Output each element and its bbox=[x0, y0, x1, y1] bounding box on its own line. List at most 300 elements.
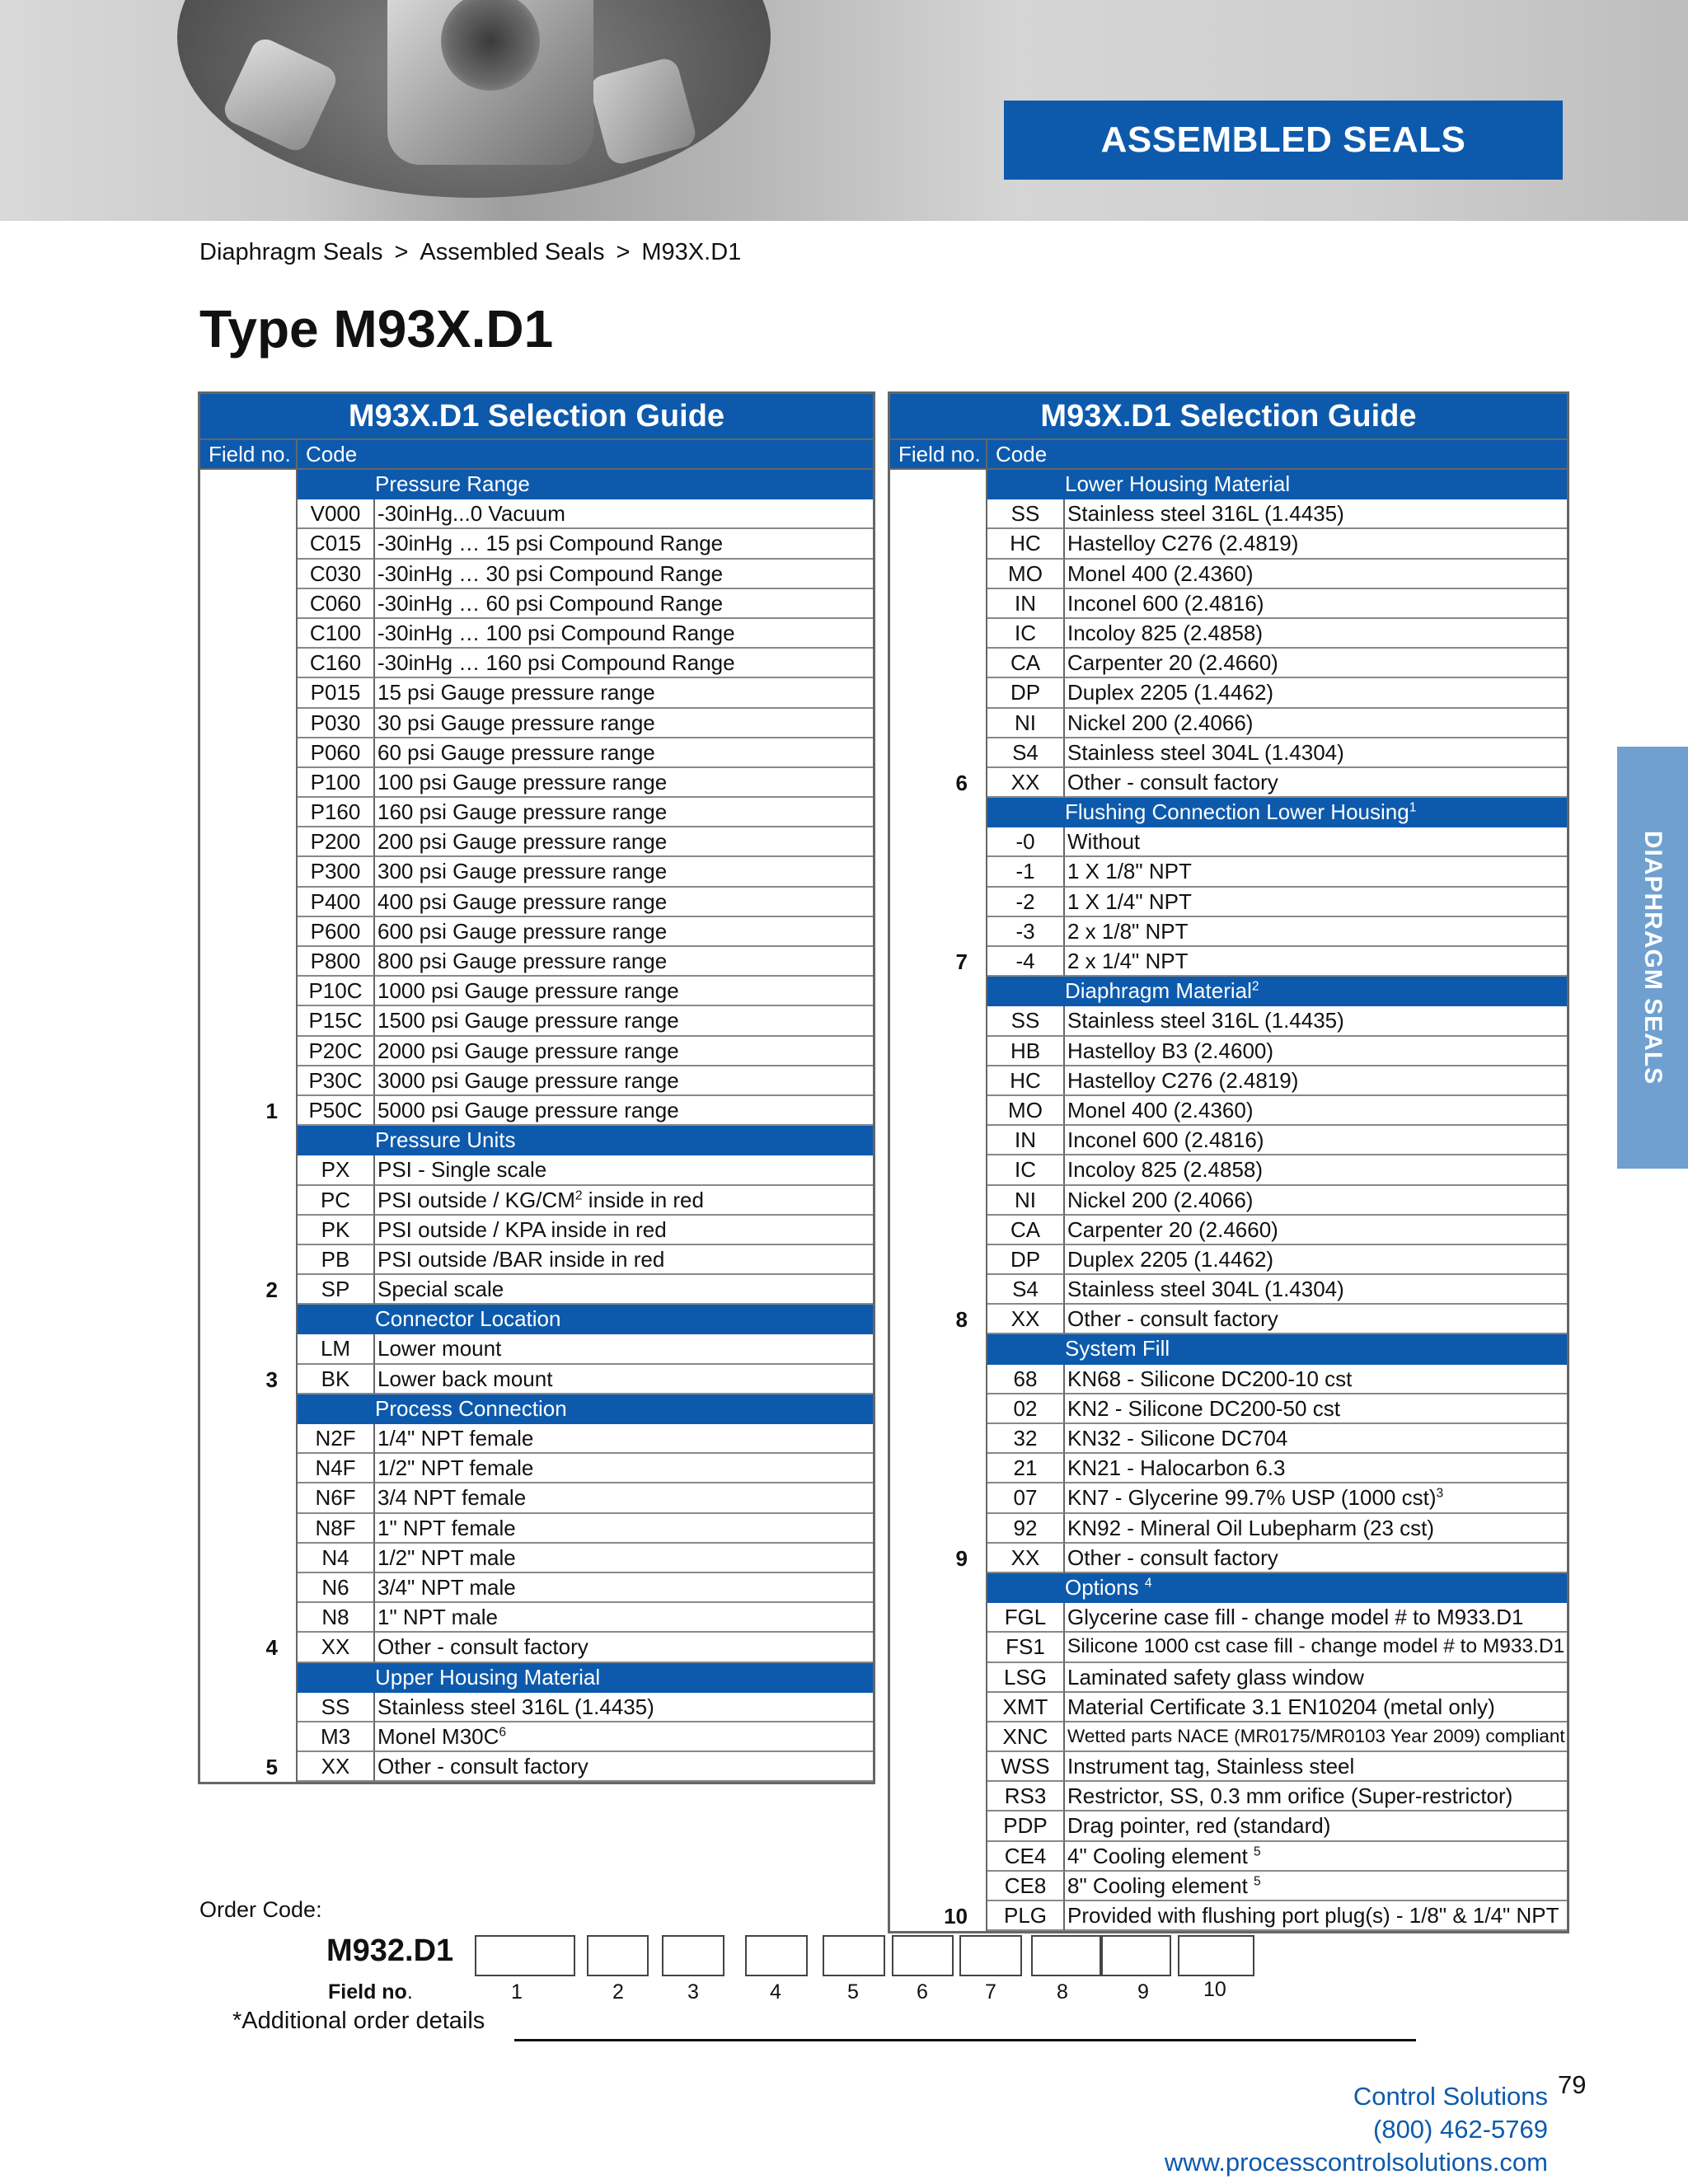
description-cell bbox=[375, 857, 873, 887]
footnote-marker: 1 bbox=[1409, 800, 1417, 815]
table-row bbox=[890, 1245, 1567, 1275]
order-field-box-5[interactable] bbox=[823, 1935, 885, 1976]
description-text: Lower mount bbox=[377, 1336, 502, 1361]
code-cell: P15C bbox=[298, 1006, 375, 1036]
code-cell: XNC bbox=[987, 1722, 1065, 1752]
table-row bbox=[890, 560, 1567, 589]
description-cell bbox=[375, 1334, 873, 1364]
field-number-cell bbox=[890, 1483, 987, 1513]
table-row bbox=[890, 1216, 1567, 1245]
table-row bbox=[890, 678, 1567, 708]
description-cell bbox=[375, 1633, 873, 1662]
description-text: PSI outside /BAR inside in red bbox=[377, 1246, 665, 1272]
side-tab-diaphragm-seals[interactable] bbox=[1617, 747, 1688, 1169]
table-row bbox=[200, 947, 873, 977]
description-text: 3/4 NPT female bbox=[377, 1485, 527, 1511]
table-row bbox=[200, 827, 873, 857]
order-field-box-1[interactable] bbox=[475, 1935, 575, 1976]
code-cell: P800 bbox=[298, 947, 375, 977]
description-cell bbox=[375, 619, 873, 649]
description-text: 3/4" NPT male bbox=[377, 1574, 516, 1600]
side-tab-label: DIAPHRAGM SEALS bbox=[1639, 830, 1667, 1085]
field-number-cell bbox=[890, 1275, 987, 1305]
field-number-cell bbox=[200, 1334, 298, 1364]
code-cell: S4 bbox=[987, 738, 1065, 768]
code-cell: S4 bbox=[987, 1275, 1065, 1305]
breadcrumb-item[interactable]: Diaphragm Seals bbox=[199, 239, 383, 265]
description-text: -30inHg … 60 psi Compound Range bbox=[377, 590, 724, 616]
order-field-box-8[interactable] bbox=[1031, 1935, 1101, 1976]
field-number: 3 bbox=[687, 1980, 699, 2004]
table-row bbox=[890, 1722, 1567, 1752]
field-number: 9 bbox=[1137, 1980, 1149, 2004]
description-text: Monel M30C bbox=[377, 1723, 499, 1749]
field-number-cell bbox=[200, 1066, 298, 1096]
description-text: Diaphragm Material bbox=[1065, 978, 1252, 1004]
description-cell bbox=[1065, 1037, 1567, 1066]
field-number-cell bbox=[200, 1544, 298, 1573]
table-row bbox=[890, 768, 1567, 798]
section-title bbox=[1065, 470, 1567, 499]
table-row bbox=[200, 1245, 873, 1275]
field-number-cell bbox=[200, 1454, 298, 1483]
field-number-cell bbox=[890, 678, 987, 708]
description-text: Stainless steel 316L (1.4435) bbox=[377, 1694, 654, 1719]
description-cell bbox=[1065, 917, 1567, 947]
order-field-box-10[interactable] bbox=[1178, 1935, 1254, 1976]
field-number-cell bbox=[890, 1037, 987, 1066]
code-cell: N8 bbox=[298, 1603, 375, 1633]
table-row bbox=[200, 798, 873, 827]
description-cell bbox=[375, 499, 873, 529]
code-cell: RS3 bbox=[987, 1782, 1065, 1811]
description-cell bbox=[375, 1066, 873, 1096]
order-field-box-4[interactable] bbox=[745, 1935, 808, 1976]
field-number-cell: 9 bbox=[890, 1544, 987, 1573]
field-number-cell bbox=[200, 470, 298, 499]
table-row bbox=[890, 1365, 1567, 1394]
column-header-field: Field no. bbox=[200, 440, 298, 468]
code-cell: C015 bbox=[298, 529, 375, 559]
table-row bbox=[200, 1633, 873, 1662]
table-row bbox=[200, 499, 873, 529]
description-cell bbox=[1065, 1126, 1567, 1155]
section-header-row bbox=[200, 1394, 873, 1424]
description-cell bbox=[375, 1155, 873, 1185]
description-cell bbox=[1065, 709, 1567, 738]
field-number-cell bbox=[200, 857, 298, 887]
table-row bbox=[200, 738, 873, 768]
field-number-cell bbox=[890, 1693, 987, 1722]
field-number-cell bbox=[200, 529, 298, 559]
description-cell bbox=[1065, 1305, 1567, 1334]
description-cell bbox=[1065, 768, 1567, 798]
description-cell bbox=[375, 1544, 873, 1573]
table-row bbox=[890, 1186, 1567, 1216]
code-cell: FGL bbox=[987, 1603, 1065, 1633]
code-cell: C160 bbox=[298, 649, 375, 678]
table-row bbox=[890, 499, 1567, 529]
code-cell: NI bbox=[987, 1186, 1065, 1216]
description-text: 2 x 1/8" NPT bbox=[1067, 918, 1189, 944]
description-cell bbox=[1065, 1603, 1567, 1633]
table-row bbox=[200, 1096, 873, 1126]
field-number-cell bbox=[890, 1752, 987, 1782]
field-number-cell bbox=[890, 1245, 987, 1275]
section-header-row bbox=[890, 470, 1567, 499]
description-text: 200 psi Gauge pressure range bbox=[377, 829, 668, 855]
description-cell bbox=[375, 1216, 873, 1245]
field-number-cell bbox=[200, 1394, 298, 1424]
order-field-box-6[interactable] bbox=[892, 1935, 954, 1976]
description-cell bbox=[1065, 1633, 1567, 1662]
table-header: M93X.D1 Selection Guide bbox=[200, 394, 873, 440]
field-number-cell: 3 bbox=[200, 1365, 298, 1394]
field-no-label bbox=[328, 1980, 413, 2004]
description-text: Inconel 600 (2.4816) bbox=[1067, 590, 1264, 616]
description-text: Duplex 2205 (1.4462) bbox=[1067, 680, 1274, 705]
code-cell: 07 bbox=[987, 1483, 1065, 1513]
description-text: 1 X 1/8" NPT bbox=[1067, 859, 1192, 884]
table-row bbox=[200, 1216, 873, 1245]
code-cell bbox=[298, 1663, 375, 1693]
field-number-cell bbox=[890, 857, 987, 887]
description-text: inside in red bbox=[582, 1187, 704, 1212]
code-cell: SS bbox=[987, 499, 1065, 529]
section-header-row bbox=[890, 798, 1567, 827]
description-cell bbox=[1065, 1722, 1567, 1752]
column-header-code: Code bbox=[996, 442, 1048, 466]
code-cell: HB bbox=[987, 1037, 1065, 1066]
description-cell bbox=[1065, 1186, 1567, 1216]
description-text: Nickel 200 (2.4066) bbox=[1067, 1187, 1254, 1212]
description-text: 300 psi Gauge pressure range bbox=[377, 859, 668, 884]
description-text: Monel 400 (2.4360) bbox=[1067, 560, 1254, 586]
code-cell: P10C bbox=[298, 977, 375, 1006]
code-cell: PX bbox=[298, 1155, 375, 1185]
code-cell: 68 bbox=[987, 1365, 1065, 1394]
field-number-cell bbox=[890, 1842, 987, 1872]
code-cell: C030 bbox=[298, 560, 375, 589]
code-cell: -1 bbox=[987, 857, 1065, 887]
code-cell: P50C bbox=[298, 1096, 375, 1126]
table-row bbox=[890, 1514, 1567, 1544]
description-text: Hastelloy B3 (2.4600) bbox=[1067, 1038, 1274, 1063]
description-cell bbox=[375, 709, 873, 738]
description-text: Carpenter 20 (2.4660) bbox=[1067, 1216, 1278, 1242]
field-number-cell bbox=[200, 1037, 298, 1066]
table-row bbox=[890, 1155, 1567, 1185]
description-cell bbox=[1065, 589, 1567, 619]
selection-guide-table-left bbox=[198, 391, 875, 1784]
code-cell: N4F bbox=[298, 1454, 375, 1483]
description-text: 1000 psi Gauge pressure range bbox=[377, 978, 679, 1004]
code-cell: 92 bbox=[987, 1514, 1065, 1544]
description-text: Upper Housing Material bbox=[375, 1664, 601, 1690]
description-text: Stainless steel 304L (1.4304) bbox=[1067, 1277, 1344, 1302]
description-text: Monel 400 (2.4360) bbox=[1067, 1097, 1254, 1122]
field-number-cell bbox=[890, 1096, 987, 1126]
description-cell bbox=[1065, 649, 1567, 678]
description-cell bbox=[1065, 1454, 1567, 1483]
code-cell: N8F bbox=[298, 1514, 375, 1544]
field-number-cell bbox=[200, 1663, 298, 1693]
description-text: Other - consult factory bbox=[1067, 1544, 1278, 1570]
field-number-cell bbox=[890, 1216, 987, 1245]
field-number-cell bbox=[890, 917, 987, 947]
field-number-cell bbox=[890, 738, 987, 768]
field-number-cell bbox=[200, 1483, 298, 1513]
field-number-cell bbox=[890, 529, 987, 559]
section-title bbox=[375, 1305, 873, 1334]
code-cell: XX bbox=[987, 768, 1065, 798]
section-title bbox=[375, 470, 873, 499]
description-text: Drag pointer, red (standard) bbox=[1067, 1813, 1331, 1839]
field-number-cell bbox=[890, 470, 987, 499]
code-cell: IN bbox=[987, 589, 1065, 619]
description-cell bbox=[1065, 1245, 1567, 1275]
field-number: 2 bbox=[612, 1980, 624, 2004]
description-cell bbox=[1065, 1275, 1567, 1305]
page-title: Type M93X.D1 bbox=[199, 299, 554, 359]
description-text: Other - consult factory bbox=[377, 1634, 588, 1660]
code-cell bbox=[987, 798, 1065, 827]
page-number: 79 bbox=[1558, 2070, 1587, 2099]
code-cell: P600 bbox=[298, 917, 375, 947]
table-row bbox=[200, 1365, 873, 1394]
table-row bbox=[890, 1782, 1567, 1811]
description-cell bbox=[1065, 1006, 1567, 1036]
code-cell bbox=[298, 1305, 375, 1334]
breadcrumb-separator: > bbox=[394, 239, 409, 265]
field-number-cell bbox=[890, 1573, 987, 1603]
field-number-cell bbox=[890, 1872, 987, 1901]
description-cell bbox=[375, 678, 873, 708]
table-row bbox=[200, 529, 873, 559]
field-number-cell: 7 bbox=[890, 947, 987, 977]
description-text: 1500 psi Gauge pressure range bbox=[377, 1008, 679, 1033]
field-number-cell bbox=[890, 1006, 987, 1036]
order-field-box-2[interactable] bbox=[587, 1935, 649, 1976]
description-text: Other - consult factory bbox=[1067, 1306, 1278, 1332]
order-field-box-9[interactable] bbox=[1101, 1935, 1171, 1976]
description-text: KN2 - Silicone DC200-50 cst bbox=[1067, 1395, 1340, 1421]
code-cell: CE4 bbox=[987, 1842, 1065, 1872]
description-cell bbox=[1065, 1811, 1567, 1841]
table-row bbox=[890, 1454, 1567, 1483]
description-cell bbox=[1065, 1752, 1567, 1782]
description-text: Special scale bbox=[377, 1277, 504, 1302]
section-title bbox=[1065, 1334, 1567, 1364]
field-number-cell bbox=[200, 1424, 298, 1454]
code-cell: DP bbox=[987, 1245, 1065, 1275]
code-cell: 21 bbox=[987, 1454, 1065, 1483]
table-row bbox=[890, 1424, 1567, 1454]
description-cell bbox=[375, 529, 873, 559]
table-row bbox=[890, 917, 1567, 947]
description-cell bbox=[1065, 619, 1567, 649]
field-number: 7 bbox=[985, 1980, 996, 2004]
code-cell bbox=[987, 470, 1065, 499]
table-row bbox=[200, 917, 873, 947]
description-cell bbox=[375, 649, 873, 678]
column-headers bbox=[200, 440, 873, 470]
description-text: 1/2" NPT female bbox=[377, 1455, 534, 1481]
field-number-cell bbox=[890, 1394, 987, 1424]
description-cell bbox=[375, 1275, 873, 1305]
description-cell bbox=[1065, 1066, 1567, 1096]
table-row bbox=[890, 1603, 1567, 1633]
description-cell bbox=[1065, 857, 1567, 887]
phone-number[interactable]: (800) 462-5769 bbox=[1373, 2115, 1548, 2144]
field-number: 6 bbox=[917, 1980, 928, 2004]
code-cell: XX bbox=[987, 1544, 1065, 1573]
field-number-cell bbox=[200, 709, 298, 738]
table-row bbox=[200, 1155, 873, 1185]
table-row bbox=[890, 827, 1567, 857]
field-number-cell: 2 bbox=[200, 1275, 298, 1305]
code-cell: P400 bbox=[298, 888, 375, 917]
code-cell: P30C bbox=[298, 1066, 375, 1096]
selection-guide-table-right bbox=[888, 391, 1569, 1933]
section-title bbox=[1065, 1573, 1567, 1603]
field-number-cell bbox=[890, 1424, 987, 1454]
code-cell: HC bbox=[987, 1066, 1065, 1096]
field-number-cell bbox=[200, 738, 298, 768]
table-row bbox=[200, 857, 873, 887]
order-field-box-7[interactable] bbox=[959, 1935, 1022, 1976]
description-cell bbox=[1065, 1096, 1567, 1126]
description-cell bbox=[1065, 1663, 1567, 1693]
column-header-field: Field no. bbox=[890, 440, 987, 468]
description-cell bbox=[375, 1514, 873, 1544]
field-number-cell bbox=[200, 1186, 298, 1216]
section-title bbox=[375, 1126, 873, 1155]
description-text: 60 psi Gauge pressure range bbox=[377, 739, 655, 765]
field-number-cell bbox=[890, 1454, 987, 1483]
description-cell bbox=[375, 1186, 873, 1216]
field-number-cell bbox=[200, 1126, 298, 1155]
description-text: 8" Cooling element bbox=[1067, 1872, 1254, 1898]
description-text: KN32 - Silicone DC704 bbox=[1067, 1426, 1288, 1451]
description-text: Without bbox=[1067, 829, 1141, 855]
column-headers bbox=[890, 440, 1567, 470]
table-row bbox=[200, 619, 873, 649]
field-number-cell bbox=[890, 1722, 987, 1752]
order-field-box-3[interactable] bbox=[662, 1935, 724, 1976]
breadcrumb-item[interactable]: Assembled Seals bbox=[420, 239, 605, 265]
table-row bbox=[200, 589, 873, 619]
description-text: 4" Cooling element bbox=[1067, 1843, 1254, 1868]
field-number-cell bbox=[890, 1514, 987, 1544]
code-cell: SP bbox=[298, 1275, 375, 1305]
description-cell bbox=[375, 1454, 873, 1483]
section-header-row bbox=[200, 470, 873, 499]
description-text: PSI outside / KG/CM bbox=[377, 1187, 575, 1212]
description-cell bbox=[1065, 1483, 1567, 1513]
code-cell: P100 bbox=[298, 768, 375, 798]
description-text: Process Connection bbox=[375, 1395, 567, 1421]
description-text: Stainless steel 304L (1.4304) bbox=[1067, 739, 1344, 765]
code-cell: DP bbox=[987, 678, 1065, 708]
breadcrumb bbox=[199, 239, 741, 266]
code-cell: MO bbox=[987, 1096, 1065, 1126]
section-header-row bbox=[890, 1334, 1567, 1364]
field-number-cell bbox=[890, 1066, 987, 1096]
description-cell bbox=[375, 888, 873, 917]
field-number-cell bbox=[890, 1811, 987, 1841]
description-text: 160 psi Gauge pressure range bbox=[377, 799, 668, 825]
field-number-cell bbox=[890, 499, 987, 529]
section-header-row bbox=[890, 977, 1567, 1006]
section-title bbox=[1065, 977, 1567, 1006]
additional-details-line[interactable] bbox=[514, 2039, 1416, 2041]
description-text: 15 psi Gauge pressure range bbox=[377, 680, 655, 705]
table-row bbox=[200, 1603, 873, 1633]
code-cell bbox=[987, 977, 1065, 1006]
description-cell bbox=[1065, 1544, 1567, 1573]
table-row bbox=[890, 1096, 1567, 1126]
field-number-cell bbox=[890, 709, 987, 738]
table-row bbox=[200, 1066, 873, 1096]
description-text: Incoloy 825 (2.4858) bbox=[1067, 620, 1264, 645]
table-header: M93X.D1 Selection Guide bbox=[890, 394, 1567, 440]
section-header-row bbox=[200, 1305, 873, 1334]
description-cell bbox=[375, 738, 873, 768]
description-cell bbox=[1065, 1514, 1567, 1544]
field-number-cell bbox=[200, 977, 298, 1006]
field-number-cell bbox=[890, 1663, 987, 1693]
threaded-port-image bbox=[387, 0, 593, 165]
field-number-cell bbox=[890, 619, 987, 649]
table-row bbox=[890, 1394, 1567, 1424]
description-cell bbox=[375, 589, 873, 619]
field-number-cell bbox=[890, 560, 987, 589]
field-number-cell: 10 bbox=[890, 1901, 987, 1931]
description-cell bbox=[375, 1603, 873, 1633]
description-cell bbox=[1065, 738, 1567, 768]
field-no-text: Field no bbox=[328, 1980, 407, 2004]
code-cell: XX bbox=[298, 1752, 375, 1782]
table-row bbox=[890, 1663, 1567, 1693]
code-cell bbox=[298, 1126, 375, 1155]
table-row bbox=[890, 1872, 1567, 1901]
description-text: Instrument tag, Stainless steel bbox=[1067, 1754, 1355, 1779]
website-link[interactable]: www.processcontrolsolutions.com bbox=[1164, 2148, 1548, 2177]
description-cell bbox=[375, 1424, 873, 1454]
additional-order-details-label: *Additional order details bbox=[232, 2008, 485, 2034]
table-row bbox=[200, 768, 873, 798]
description-text: Pressure Range bbox=[375, 471, 530, 496]
code-cell: BK bbox=[298, 1365, 375, 1394]
description-cell bbox=[375, 1245, 873, 1275]
code-cell: IC bbox=[987, 1155, 1065, 1185]
description-text: 5000 psi Gauge pressure range bbox=[377, 1097, 679, 1122]
table-row bbox=[890, 947, 1567, 977]
table-row bbox=[890, 649, 1567, 678]
company-name: Control Solutions bbox=[1353, 2082, 1548, 2111]
description-text: -30inHg … 100 psi Compound Range bbox=[377, 620, 735, 645]
description-text: KN68 - Silicone DC200-10 cst bbox=[1067, 1366, 1353, 1391]
code-cell: PK bbox=[298, 1216, 375, 1245]
description-text: Connector Location bbox=[375, 1306, 561, 1332]
field-number-cell bbox=[890, 589, 987, 619]
table-row bbox=[890, 888, 1567, 917]
section-title bbox=[1065, 798, 1567, 827]
description-text: Restrictor, SS, 0.3 mm orifice (Super-restrictor) bbox=[1067, 1783, 1513, 1809]
description-text: Silicone 1000 cst case fill - change model # to M933.D1 bbox=[1067, 1635, 1565, 1658]
description-cell bbox=[1065, 1872, 1567, 1901]
